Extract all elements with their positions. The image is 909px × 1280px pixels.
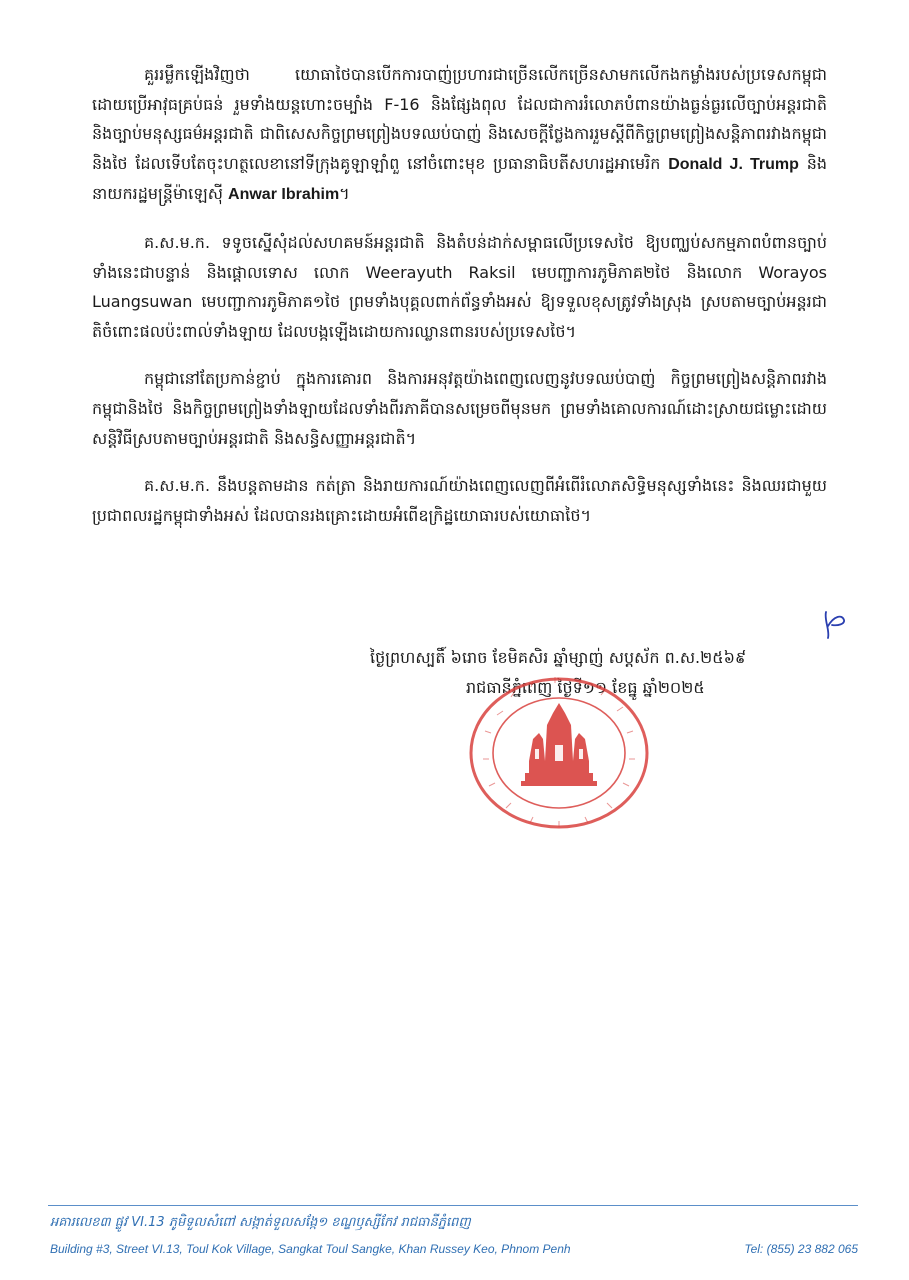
solar-date: រាជធានីភ្នំពេញ ថ្ងៃទី១១ ខែធ្នូ ឆ្នាំ២០២៥ (466, 678, 705, 697)
paragraph-4 (92, 471, 827, 530)
name-donald-trump: Donald J. Trump (668, 155, 799, 173)
paragraph-1-text-a: គួររម្លឹកឡើងវិញថា យោធាថៃបានបើកការបាញ់ប្រហារជាច្រើនលើកច្រើនសាមកលើកងកម្លាំងរបស់ប្រទេសកម្ពុជា ដោយប្រើអាវុធគ្រប់ធន់ រួមទាំងយន្តហោះចម្បាំង F-16 និងផ្សែងពុល ដែលជាការរំលោភបំពានយ៉ាងធ្ងន់ធ្ងរលើច្បាប់អន្តរជាតិ និងច្បាប់មនុស្សធម៌អន្តរជាតិ ជាពិសេសកិច្ចព្រមព្រៀងបទឈប់បាញ់ និងសេចក្តីថ្លែងការរួមស្តីពីកិច្ចព្រមព្រៀងសន្តិភាពរវាងកម្ពុជានិងថៃ ដែលទើបតែចុះហត្ថលេខានៅទីក្រុងគូឡាឡាំពួ នៅចំពោះមុខ ប្រធានាធិបតីសហរដ្ឋអាមេរិក (92, 65, 827, 173)
footer-telephone: Tel: (855) 23 882 065 (744, 1242, 858, 1256)
paragraph-1-end: ។ (339, 184, 350, 204)
paragraph-1 (92, 60, 827, 210)
footer-address-english: Building #3, Street VI.13, Toul Kok Village, Sangkat Toul Sangke, Khan Russey Keo, Phnom Penh (50, 1242, 571, 1256)
paragraph-3-text: កម្ពុជានៅតែប្រកាន់ខ្ជាប់ ក្នុងការគោរព និងការអនុវត្តយ៉ាងពេញលេញនូវបទឈប់បាញ់ កិច្ចព្រមព្រៀងសន្តិភាពរវាងកម្ពុជានិងថៃ និងកិច្ចព្រមព្រៀងទាំងឡាយដែលទាំងពីរភាគីបានសម្រេចពីមុនមក ព្រមទាំងគោលការណ៍ដោះស្រាយជម្លោះដោយសន្តិវិធីស្របតាមច្បាប់អន្តរជាតិ និងសន្ធិសញ្ញាអន្តរជាតិ។ (92, 369, 827, 448)
paragraph-2 (92, 228, 827, 346)
paragraph-2-text: គ.ស.ម.ក. ទទូចស្នើសុំដល់សហគមន៍អន្តរជាតិ និងតំបន់ដាក់សម្ពាធលើប្រទេសថៃ ឱ្យបញ្ឈប់សកម្មភាពបំពានច្បាប់ទាំងនេះជាបន្ទាន់ និងផ្តោលទោស លោក Weerayuth Raksil មេបញ្ជាការភូមិភាគ២ថៃ និងលោក Worayos Luangsuwan មេបញ្ជាការភូមិភាគ១ថៃ ព្រមទាំងបុគ្គលពាក់ព័ន្ធទាំងអស់ ឱ្យទទួលខុសត្រូវទាំងស្រុង ស្របតាមច្បាប់អន្តរជាតិចំពោះផលប៉ះពាល់ទាំងឡាយ ដែលបង្កឡើងដោយការឈ្លានពានរបស់ប្រទេសថៃ។ (92, 232, 827, 341)
paragraph-1-text-b: និង នាយករដ្ឋមន្ត្រីម៉ាឡេស៊ី (92, 153, 828, 204)
paragraph-3 (92, 364, 827, 453)
signature-mark-icon (820, 608, 848, 640)
footer-divider (48, 1205, 858, 1206)
statement-body (92, 60, 827, 548)
name-anwar-ibrahim: Anwar Ibrahim (228, 186, 340, 204)
official-seal-icon (467, 675, 651, 831)
lunar-date: ថ្ងៃព្រហស្បតិ៍ ៦រោច ខែមិគសិរ ឆ្នាំម្សាញ់ សប្តស័ក ព.ស.២៥៦៩ (370, 648, 747, 667)
paragraph-4-text: គ.ស.ម.ក. នឹងបន្តតាមដាន កត់ត្រា និងរាយការណ៍យ៉ាងពេញលេញពីអំពើរំលោភសិទ្ធិមនុស្សទាំងនេះ និងឈរជាមួយប្រជាពលរដ្ឋកម្ពុជាទាំងអស់ ដែលបានរងគ្រោះដោយអំពើឧក្រិដ្ឋយោធារបស់យោធាថៃ។ (92, 476, 827, 525)
footer-address-khmer: អគារលេខ៣ ផ្លូវ VI.13 ភូមិទួលសំពៅ សង្កាត់ទួលសង្កែ១ ខណ្ឌឫស្សីកែវ រាជធានីភ្នំពេញ (50, 1215, 471, 1230)
